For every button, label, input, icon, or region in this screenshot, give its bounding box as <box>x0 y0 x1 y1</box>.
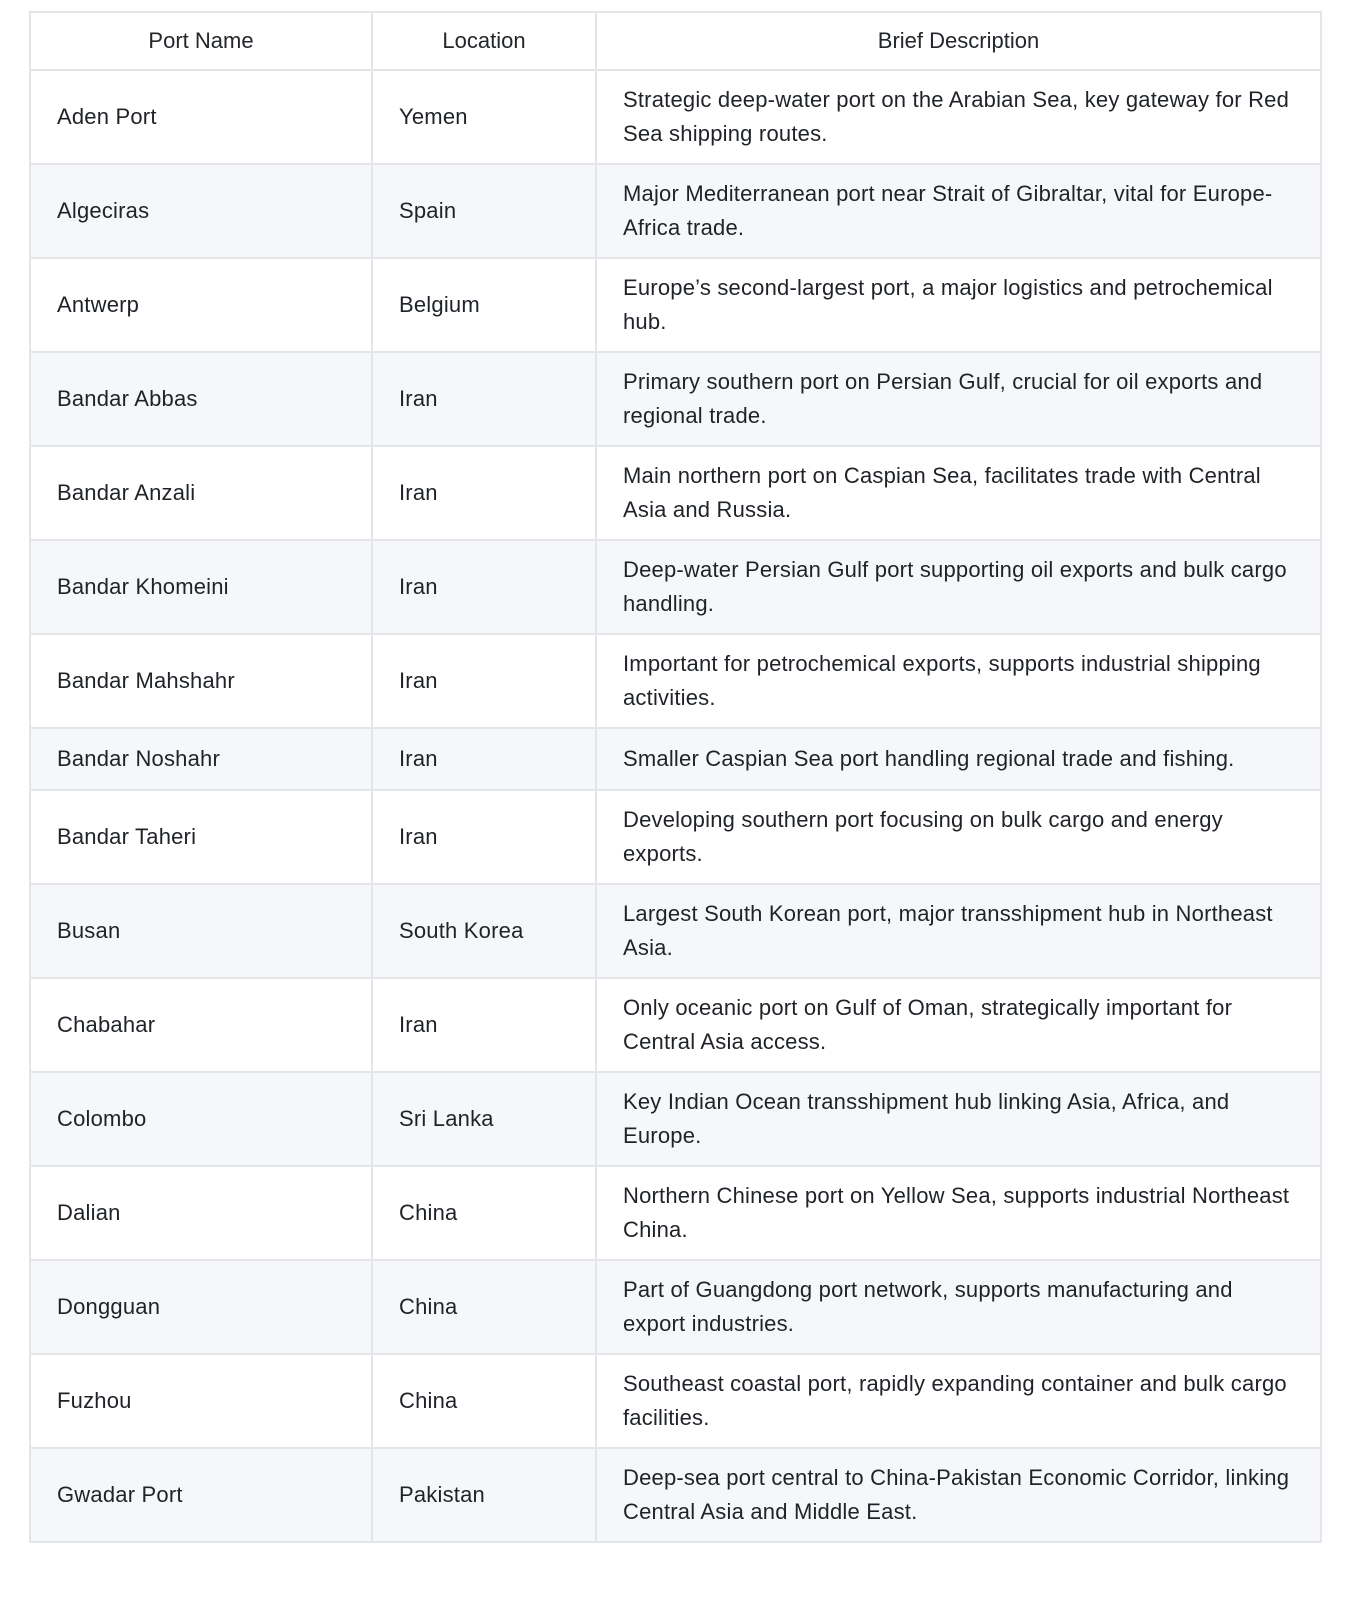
cell-description: Southeast coastal port, rapidly expanding container and bulk cargo facilities. <box>596 1354 1321 1448</box>
cell-port-name: Aden Port <box>30 70 372 164</box>
table-row <box>30 1354 1321 1448</box>
table-row <box>30 790 1321 884</box>
cell-description: Only oceanic port on Gulf of Oman, strategically important for Central Asia access. <box>596 978 1321 1072</box>
cell-port-name: Chabahar <box>30 978 372 1072</box>
table-row <box>30 1072 1321 1166</box>
table-row <box>30 446 1321 540</box>
cell-location: China <box>372 1260 596 1354</box>
cell-description: Part of Guangdong port network, supports manufacturing and export industries. <box>596 1260 1321 1354</box>
cell-description: Largest South Korean port, major transshipment hub in Northeast Asia. <box>596 884 1321 978</box>
cell-port-name: Gwadar Port <box>30 1448 372 1542</box>
cell-port-name: Dongguan <box>30 1260 372 1354</box>
cell-port-name: Dalian <box>30 1166 372 1260</box>
cell-description: Developing southern port focusing on bulk cargo and energy exports. <box>596 790 1321 884</box>
table-row <box>30 164 1321 258</box>
cell-port-name: Colombo <box>30 1072 372 1166</box>
cell-port-name: Antwerp <box>30 258 372 352</box>
cell-location: Pakistan <box>372 1448 596 1542</box>
ports-table <box>29 11 1322 1543</box>
cell-location: Yemen <box>372 70 596 164</box>
cell-port-name: Bandar Abbas <box>30 352 372 446</box>
cell-location: Iran <box>372 728 596 790</box>
cell-port-name: Algeciras <box>30 164 372 258</box>
table-row <box>30 70 1321 164</box>
cell-description: Key Indian Ocean transshipment hub linking Asia, Africa, and Europe. <box>596 1072 1321 1166</box>
table-row <box>30 540 1321 634</box>
cell-location: Sri Lanka <box>372 1072 596 1166</box>
cell-location: Iran <box>372 352 596 446</box>
table-row <box>30 884 1321 978</box>
cell-description: Major Mediterranean port near Strait of Gibraltar, vital for Europe-Africa trade. <box>596 164 1321 258</box>
header-location: Location <box>372 12 596 70</box>
cell-location: Iran <box>372 446 596 540</box>
cell-port-name: Bandar Khomeini <box>30 540 372 634</box>
cell-description: Primary southern port on Persian Gulf, crucial for oil exports and regional trade. <box>596 352 1321 446</box>
cell-port-name: Fuzhou <box>30 1354 372 1448</box>
cell-location: Iran <box>372 978 596 1072</box>
cell-description: Smaller Caspian Sea port handling regional trade and fishing. <box>596 728 1321 790</box>
cell-location: Iran <box>372 634 596 728</box>
ports-table-container <box>29 11 1320 1543</box>
header-port-name: Port Name <box>30 12 372 70</box>
table-body <box>30 70 1321 1542</box>
table-row <box>30 1260 1321 1354</box>
cell-location: China <box>372 1166 596 1260</box>
table-row <box>30 352 1321 446</box>
cell-description: Deep-water Persian Gulf port supporting oil exports and bulk cargo handling. <box>596 540 1321 634</box>
cell-port-name: Busan <box>30 884 372 978</box>
cell-location: Iran <box>372 540 596 634</box>
cell-location: Belgium <box>372 258 596 352</box>
table-row <box>30 258 1321 352</box>
table-row <box>30 1448 1321 1542</box>
cell-description: Strategic deep-water port on the Arabian Sea, key gateway for Red Sea shipping routes. <box>596 70 1321 164</box>
header-brief-description: Brief Description <box>596 12 1321 70</box>
cell-port-name: Bandar Noshahr <box>30 728 372 790</box>
table-row <box>30 1166 1321 1260</box>
cell-description: Northern Chinese port on Yellow Sea, supports industrial Northeast China. <box>596 1166 1321 1260</box>
table-row <box>30 634 1321 728</box>
cell-port-name: Bandar Anzali <box>30 446 372 540</box>
table-header <box>30 12 1321 70</box>
cell-description: Important for petrochemical exports, supports industrial shipping activities. <box>596 634 1321 728</box>
table-row <box>30 728 1321 790</box>
cell-location: Iran <box>372 790 596 884</box>
table-row <box>30 978 1321 1072</box>
cell-location: South Korea <box>372 884 596 978</box>
cell-port-name: Bandar Mahshahr <box>30 634 372 728</box>
cell-location: China <box>372 1354 596 1448</box>
cell-description: Europe’s second-largest port, a major logistics and petrochemical hub. <box>596 258 1321 352</box>
cell-location: Spain <box>372 164 596 258</box>
cell-description: Main northern port on Caspian Sea, facilitates trade with Central Asia and Russia. <box>596 446 1321 540</box>
cell-port-name: Bandar Taheri <box>30 790 372 884</box>
cell-description: Deep-sea port central to China-Pakistan Economic Corridor, linking Central Asia and Middle East. <box>596 1448 1321 1542</box>
header-row <box>30 12 1321 70</box>
